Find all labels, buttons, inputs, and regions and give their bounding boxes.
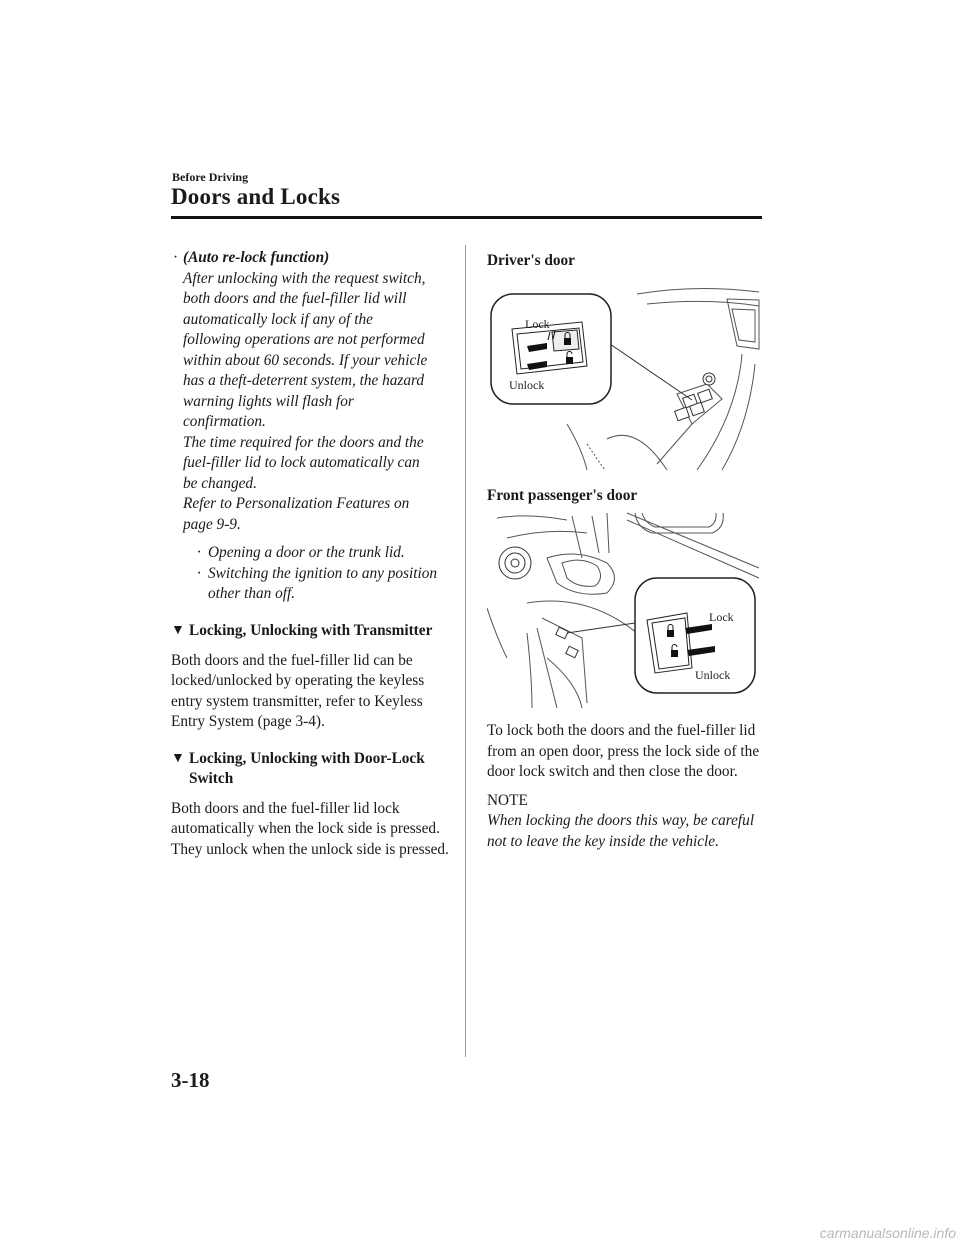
unlock-symbol-icon [671,650,678,657]
passenger-lock-label: Lock [709,610,734,624]
door-handle [562,560,601,586]
panel-line [547,658,582,708]
heading-text: Locking, Unlocking with Transmitter [189,621,433,639]
auto-relock-text [183,269,453,536]
note-label: NOTE [487,791,528,809]
text-line: After unlocking with the request switch, [183,269,426,287]
dash-line [507,531,587,538]
auto-relock-title: (Auto re-lock function) [183,249,330,266]
driver-door-caption: Driver's door [487,252,575,269]
armrest-line [527,601,637,633]
section-label: Before Driving [172,170,249,184]
bullet-dot-icon: · [173,249,179,266]
passenger-door-caption: Front passenger's door [487,486,638,504]
text-line: Refer to Personalization Features on [183,495,410,512]
triangle-down-icon: ▼ [171,750,185,766]
column-divider [465,245,466,1057]
text-line: automatically lock if any of the [183,310,373,328]
left-column [171,248,453,868]
door-top-line [627,520,759,578]
heading-text: Locking, Unlocking with Door-Lock Switch [189,749,425,787]
right-column [487,251,762,852]
heading-door-lock-switch [171,749,453,789]
triangle-down-icon: ▼ [171,622,185,638]
text-line: within about 60 seconds. If your vehicle [183,351,428,369]
passenger-unlock-label: Unlock [695,668,731,682]
window-switch-small [566,646,578,657]
panel-line [657,424,692,464]
list-item-text: Opening a door or the trunk lid. [208,544,405,561]
driver-unlock-label: Unlock [509,377,545,392]
switch-paragraph: Both doors and the fuel-filler lid lock automatically when the lock side is pressed. They unlock when the unlock side is pressed. [171,799,449,858]
armrest-line [607,435,667,470]
seam-line [587,444,605,470]
transmitter-paragraph: Both doors and the fuel-filler lid can be locked/unlocked by operating the keyless entry system transmitter, refer to Keyless Entry System (page 3-4). [171,651,425,730]
callout-line [567,623,635,633]
list-item [195,564,453,605]
list-item-text: Switching the ignition to any position other than off. [208,564,438,602]
passenger-door-illustration [487,508,762,713]
lock-symbol-icon [564,338,571,345]
text-line: warning lights will flash for [183,392,354,410]
chapter-title: Doors and Locks [171,184,341,209]
operations-list [183,543,453,605]
door-edge-line [487,608,507,658]
procedure-paragraph: To lock both the doors and the fuel-filler lid from an open door, press the lock side of the door lock switch and then close the door. [487,722,760,780]
text-line: following operations are not performed [183,331,425,348]
panel-line [607,513,609,553]
driver-lock-label: Lock [525,316,550,331]
door-pocket-inner [642,513,716,527]
lock-switch-face [652,618,689,669]
watermark: carmanualsonline.info [819,1225,956,1241]
panel-line [572,516,582,558]
dash-line [497,516,567,520]
text-line: both doors and the fuel-filler lid will [183,290,407,307]
mirror-knob [703,373,715,385]
auto-relock-block [171,248,453,605]
bullet-dot-icon: · [197,564,201,582]
door-edge-line [527,633,532,708]
speaker-inner [511,559,519,567]
door-trim-line [647,301,759,306]
text-line: The time required for the doors and the [183,433,424,451]
door-trim-line [637,288,759,294]
text-line: confirmation. [183,413,266,430]
text-line: has a theft-deterrent system, the hazard [183,372,425,389]
list-item [195,543,453,564]
lock-switch-small [556,627,568,638]
lock-symbol-icon [667,630,674,637]
text-line: fuel-filler lid to lock automatically can [183,454,420,471]
seat-line [567,424,587,470]
driver-door-illustration [487,274,762,474]
window-switch [698,389,713,403]
page-number: 3-18 [171,1068,210,1092]
heading-transmitter [171,621,453,641]
text-line: be changed. [183,474,257,492]
bullet-dot-icon: · [197,544,201,561]
unlock-symbol-icon [566,357,573,364]
window-switch [675,407,690,421]
header-rule [171,216,762,219]
callout-line [607,342,692,400]
panel-line [592,516,599,553]
note-text: When locking the doors this way, be careful not to leave the key inside the vehicle. [487,812,755,850]
text-line: page 9-9. [183,515,241,533]
door-edge-line [537,628,557,708]
